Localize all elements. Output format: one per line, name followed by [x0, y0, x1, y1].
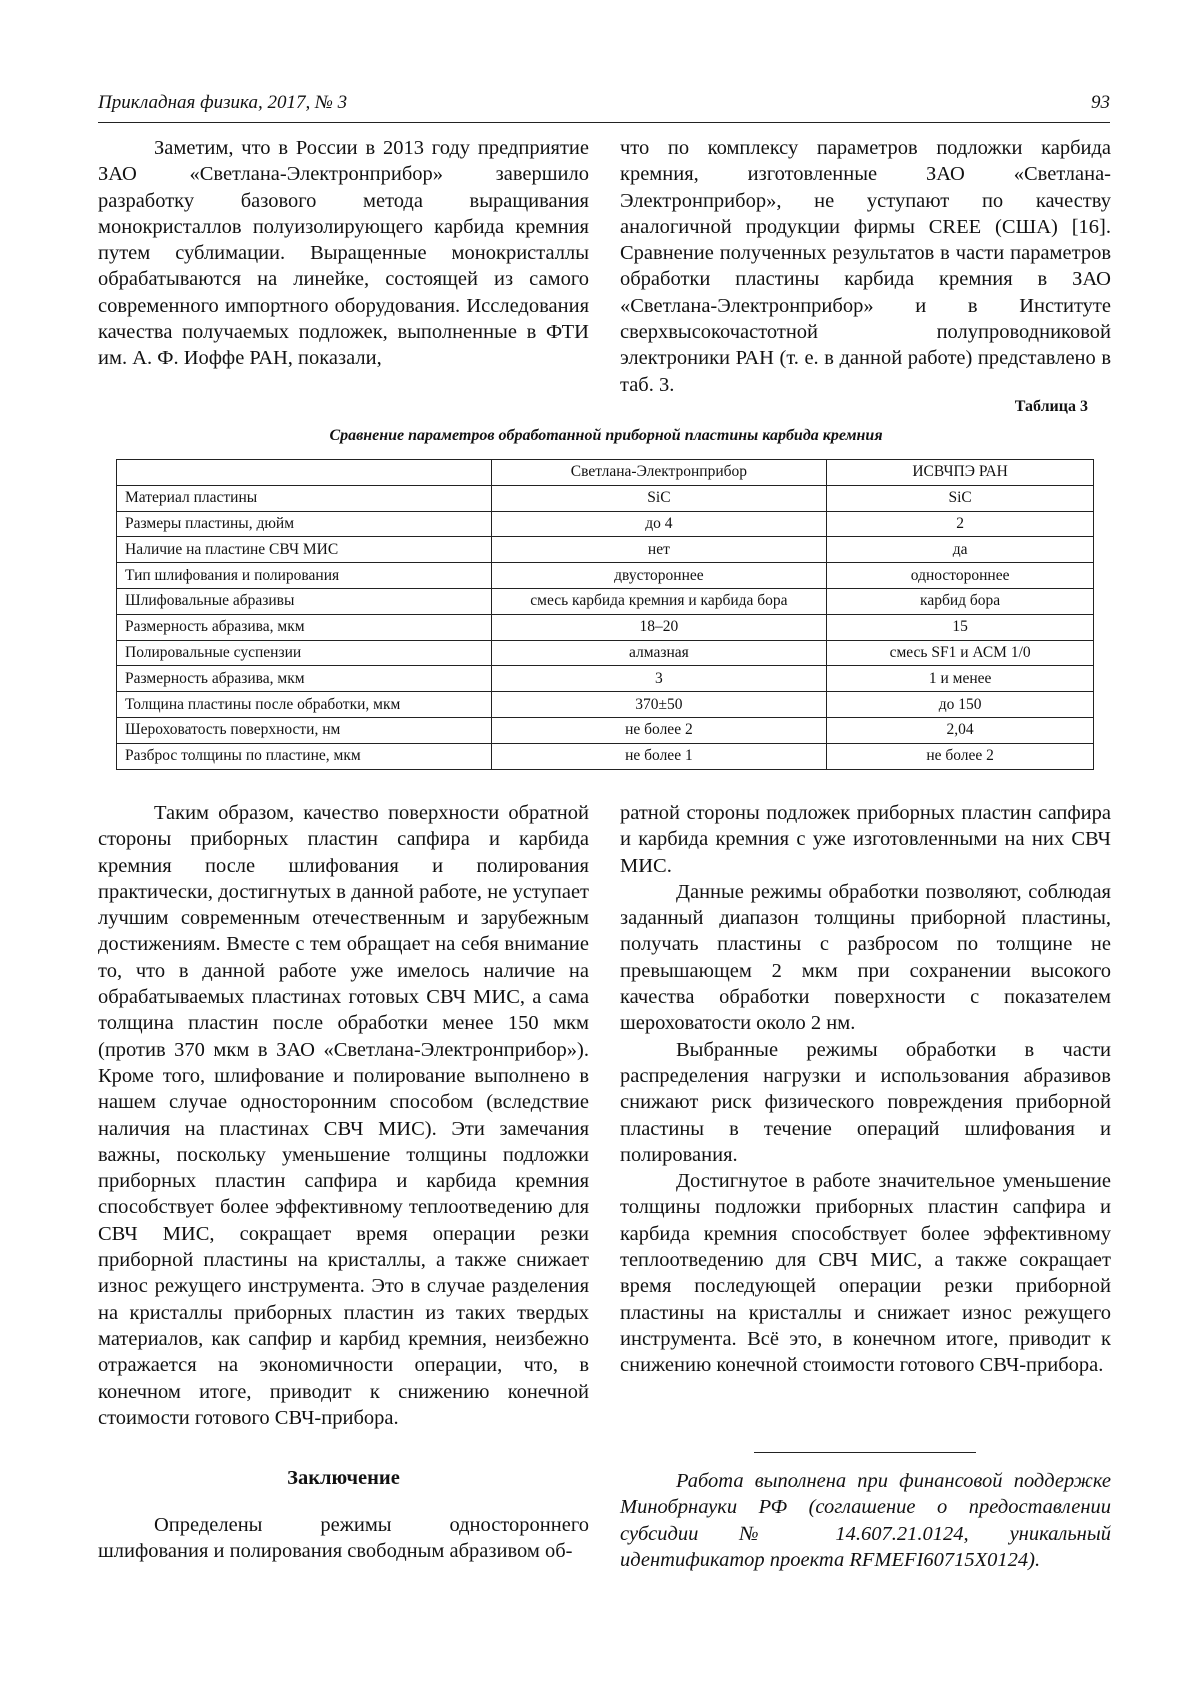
- isvchpe-cell: не более 2: [827, 743, 1094, 769]
- table-label: Таблица 3: [1014, 398, 1088, 415]
- param-cell: Полировальные суспензии: [117, 640, 492, 666]
- table-row: [117, 640, 1094, 666]
- acknowledgment: [620, 1468, 1111, 1573]
- svetlana-cell: не более 1: [491, 743, 827, 769]
- table-row: [117, 588, 1094, 614]
- text-column-top-right: [620, 135, 1111, 398]
- table-row: [117, 692, 1094, 718]
- table-header-row: [117, 460, 1094, 486]
- param-cell: Размерность абразива, мкм: [117, 614, 492, 640]
- svetlana-cell: 18–20: [491, 614, 827, 640]
- table-row: [117, 717, 1094, 743]
- svetlana-cell: смесь карбида кремния и карбида бора: [491, 588, 827, 614]
- param-cell: Тип шлифования и полирования: [117, 563, 492, 589]
- paragraph: Данные режимы обработки позволяют, соблюдая заданный диапазон толщины приборной пластины, получать пластины с разбросом по толщине не превышающем 2 мкм при сохранении высокого качества обработки поверхности с показателем шероховатости около 2 нм.: [620, 880, 1111, 1035]
- svetlana-cell: двустороннее: [491, 563, 827, 589]
- isvchpe-cell: да: [827, 537, 1094, 563]
- paragraph: что по комплексу параметров подложки карбида кремния, изготовленные ЗАО «Светлана-Электронприбор», не уступают по качеству аналогичной продукции фирмы CREE (США) [16]. Сравнение полученных результатов в части параметров обработки пластины карбида кремния в ЗАО «Светлана-Электронприбор» и в Институте сверхвысокочастотной полупроводниковой электроники РАН (т. е. в данной работе) представлено в таб. 3.: [620, 137, 1111, 396]
- table-row: [117, 666, 1094, 692]
- paragraph: Выбранные режимы обработки в части распределения нагрузки и использования абразивов снижают риск физического повреждения приборной пластины в течение операций шлифования и полирования.: [620, 1038, 1111, 1166]
- param-cell: Шероховатость поверхности, нм: [117, 717, 492, 743]
- param-cell: Шлифовальные абразивы: [117, 588, 492, 614]
- text-column-top-left: [98, 135, 589, 372]
- paragraph: Таким образом, качество поверхности обратной стороны приборных пластин сапфира и карбида кремния после шлифования и полирования практически, достигнутых в данной работе, не уступает лучшим современным отечественным и зарубежным достижениям. Вместе с тем обращает на себя внимание то, что в данной работе уже имелось наличие на обрабатываемых пластинах готовых СВЧ МИС, а сама толщина пластин после обработки менее 150 мкм (против 370 мкм в ЗАО «Светлана-Электронприбор»). Кроме того, шлифование и полирование выполнено в нашем случае односторонним способом (вследствие наличия на пластинах СВЧ МИС). Эти замечания важны, поскольку уменьшение толщины подложки приборных пластин сапфира и карбида кремния способствует более эффективному теплоотведению для СВЧ МИС, сокращает время операции резки приборной пластины на кристаллы, а также снижает износ режущего инструмента. Это в случае разделения на кристаллы приборных пластин из таких твердых материалов, как сапфир и карбид кремния, неизбежно отражается на экономичности операции, что, в конечном итоге, приводит к снижению конечной стоимости готового СВЧ-прибора.: [98, 802, 589, 1429]
- svetlana-cell: SiC: [491, 485, 827, 511]
- param-cell: Размеры пластины, дюйм: [117, 511, 492, 537]
- param-cell: Материал пластины: [117, 485, 492, 511]
- paragraph: ратной стороны подложек приборных пластин сапфира и карбида кремния с уже изготовленными на них СВЧ МИС.: [620, 802, 1111, 877]
- table-caption: Сравнение параметров обработанной приборной пластины карбида кремния: [329, 427, 883, 444]
- isvchpe-cell: 15: [827, 614, 1094, 640]
- text-column-bottom-left: [98, 800, 589, 1431]
- param-cell: Разброс толщины по пластине, мкм: [117, 743, 492, 769]
- paragraph: Определены режимы одностороннего шлифования и полирования свободным абразивом об-: [98, 1514, 589, 1563]
- footnote-divider: [754, 1452, 976, 1453]
- column-header: [117, 460, 492, 486]
- svetlana-cell: 3: [491, 666, 827, 692]
- running-header: [98, 92, 1110, 123]
- table-row: [117, 537, 1094, 563]
- table-row: [117, 563, 1094, 589]
- param-cell: Наличие на пластине СВЧ МИС: [117, 537, 492, 563]
- section-title: Заключение: [287, 1467, 400, 1489]
- svetlana-cell: до 4: [491, 511, 827, 537]
- isvchpe-cell: SiC: [827, 485, 1094, 511]
- isvchpe-cell: 1 и менее: [827, 666, 1094, 692]
- isvchpe-cell: одностороннее: [827, 563, 1094, 589]
- journal-title: Прикладная физика, 2017, № 3: [98, 92, 348, 113]
- conclusion-column: [98, 1512, 589, 1565]
- table-row: [117, 511, 1094, 537]
- param-cell: Толщина пластины после обработки, мкм: [117, 692, 492, 718]
- column-header: ИСВЧПЭ РАН: [827, 460, 1094, 486]
- svetlana-cell: 370±50: [491, 692, 827, 718]
- paragraph: Достигнутое в работе значительное уменьшение толщины подложки приборных пластин сапфира и карбида кремния способствует более эффективному теплоотведению для СВЧ МИС, а также сокращает время последующей операции резки приборной пластины на кристаллы и снижает износ режущего инструмента. Всё это, в конечном итоге, приводит к снижению конечной стоимости готового СВЧ-прибора.: [620, 1170, 1111, 1377]
- table-row: [117, 485, 1094, 511]
- text-column-bottom-right: [620, 800, 1111, 1379]
- svetlana-cell: нет: [491, 537, 827, 563]
- table-row: [117, 614, 1094, 640]
- paragraph: Заметим, что в России в 2013 году предприятие ЗАО «Светлана-Электронприбор» завершило разработку базового метода выращивания монокристаллов полуизолирующего карбида кремния путем сублимации. Выращенные монокристаллы обрабатываются на линейке, состоящей из самого современного импортного оборудования. Исследования качества получаемых подложек, выполненные в ФТИ им. А. Ф. Иоффе РАН, показали,: [98, 137, 589, 370]
- page-number: 93: [1091, 92, 1110, 113]
- isvchpe-cell: карбид бора: [827, 588, 1094, 614]
- acknowledgment-text: Работа выполнена при финансовой поддержке Минобрнауки РФ (соглашение о предоставлении субсидии № 14.607.21.0124, уникальный идентификатор проекта RFMEFI60715X0124).: [620, 1470, 1111, 1571]
- isvchpe-cell: до 150: [827, 692, 1094, 718]
- column-header: Светлана-Электронприбор: [491, 460, 827, 486]
- isvchpe-cell: 2,04: [827, 717, 1094, 743]
- svetlana-cell: не более 2: [491, 717, 827, 743]
- isvchpe-cell: смесь SF1 и АСМ 1/0: [827, 640, 1094, 666]
- isvchpe-cell: 2: [827, 511, 1094, 537]
- table-row: [117, 743, 1094, 769]
- parameters-table: [116, 459, 1094, 770]
- svetlana-cell: алмазная: [491, 640, 827, 666]
- param-cell: Размерность абразива, мкм: [117, 666, 492, 692]
